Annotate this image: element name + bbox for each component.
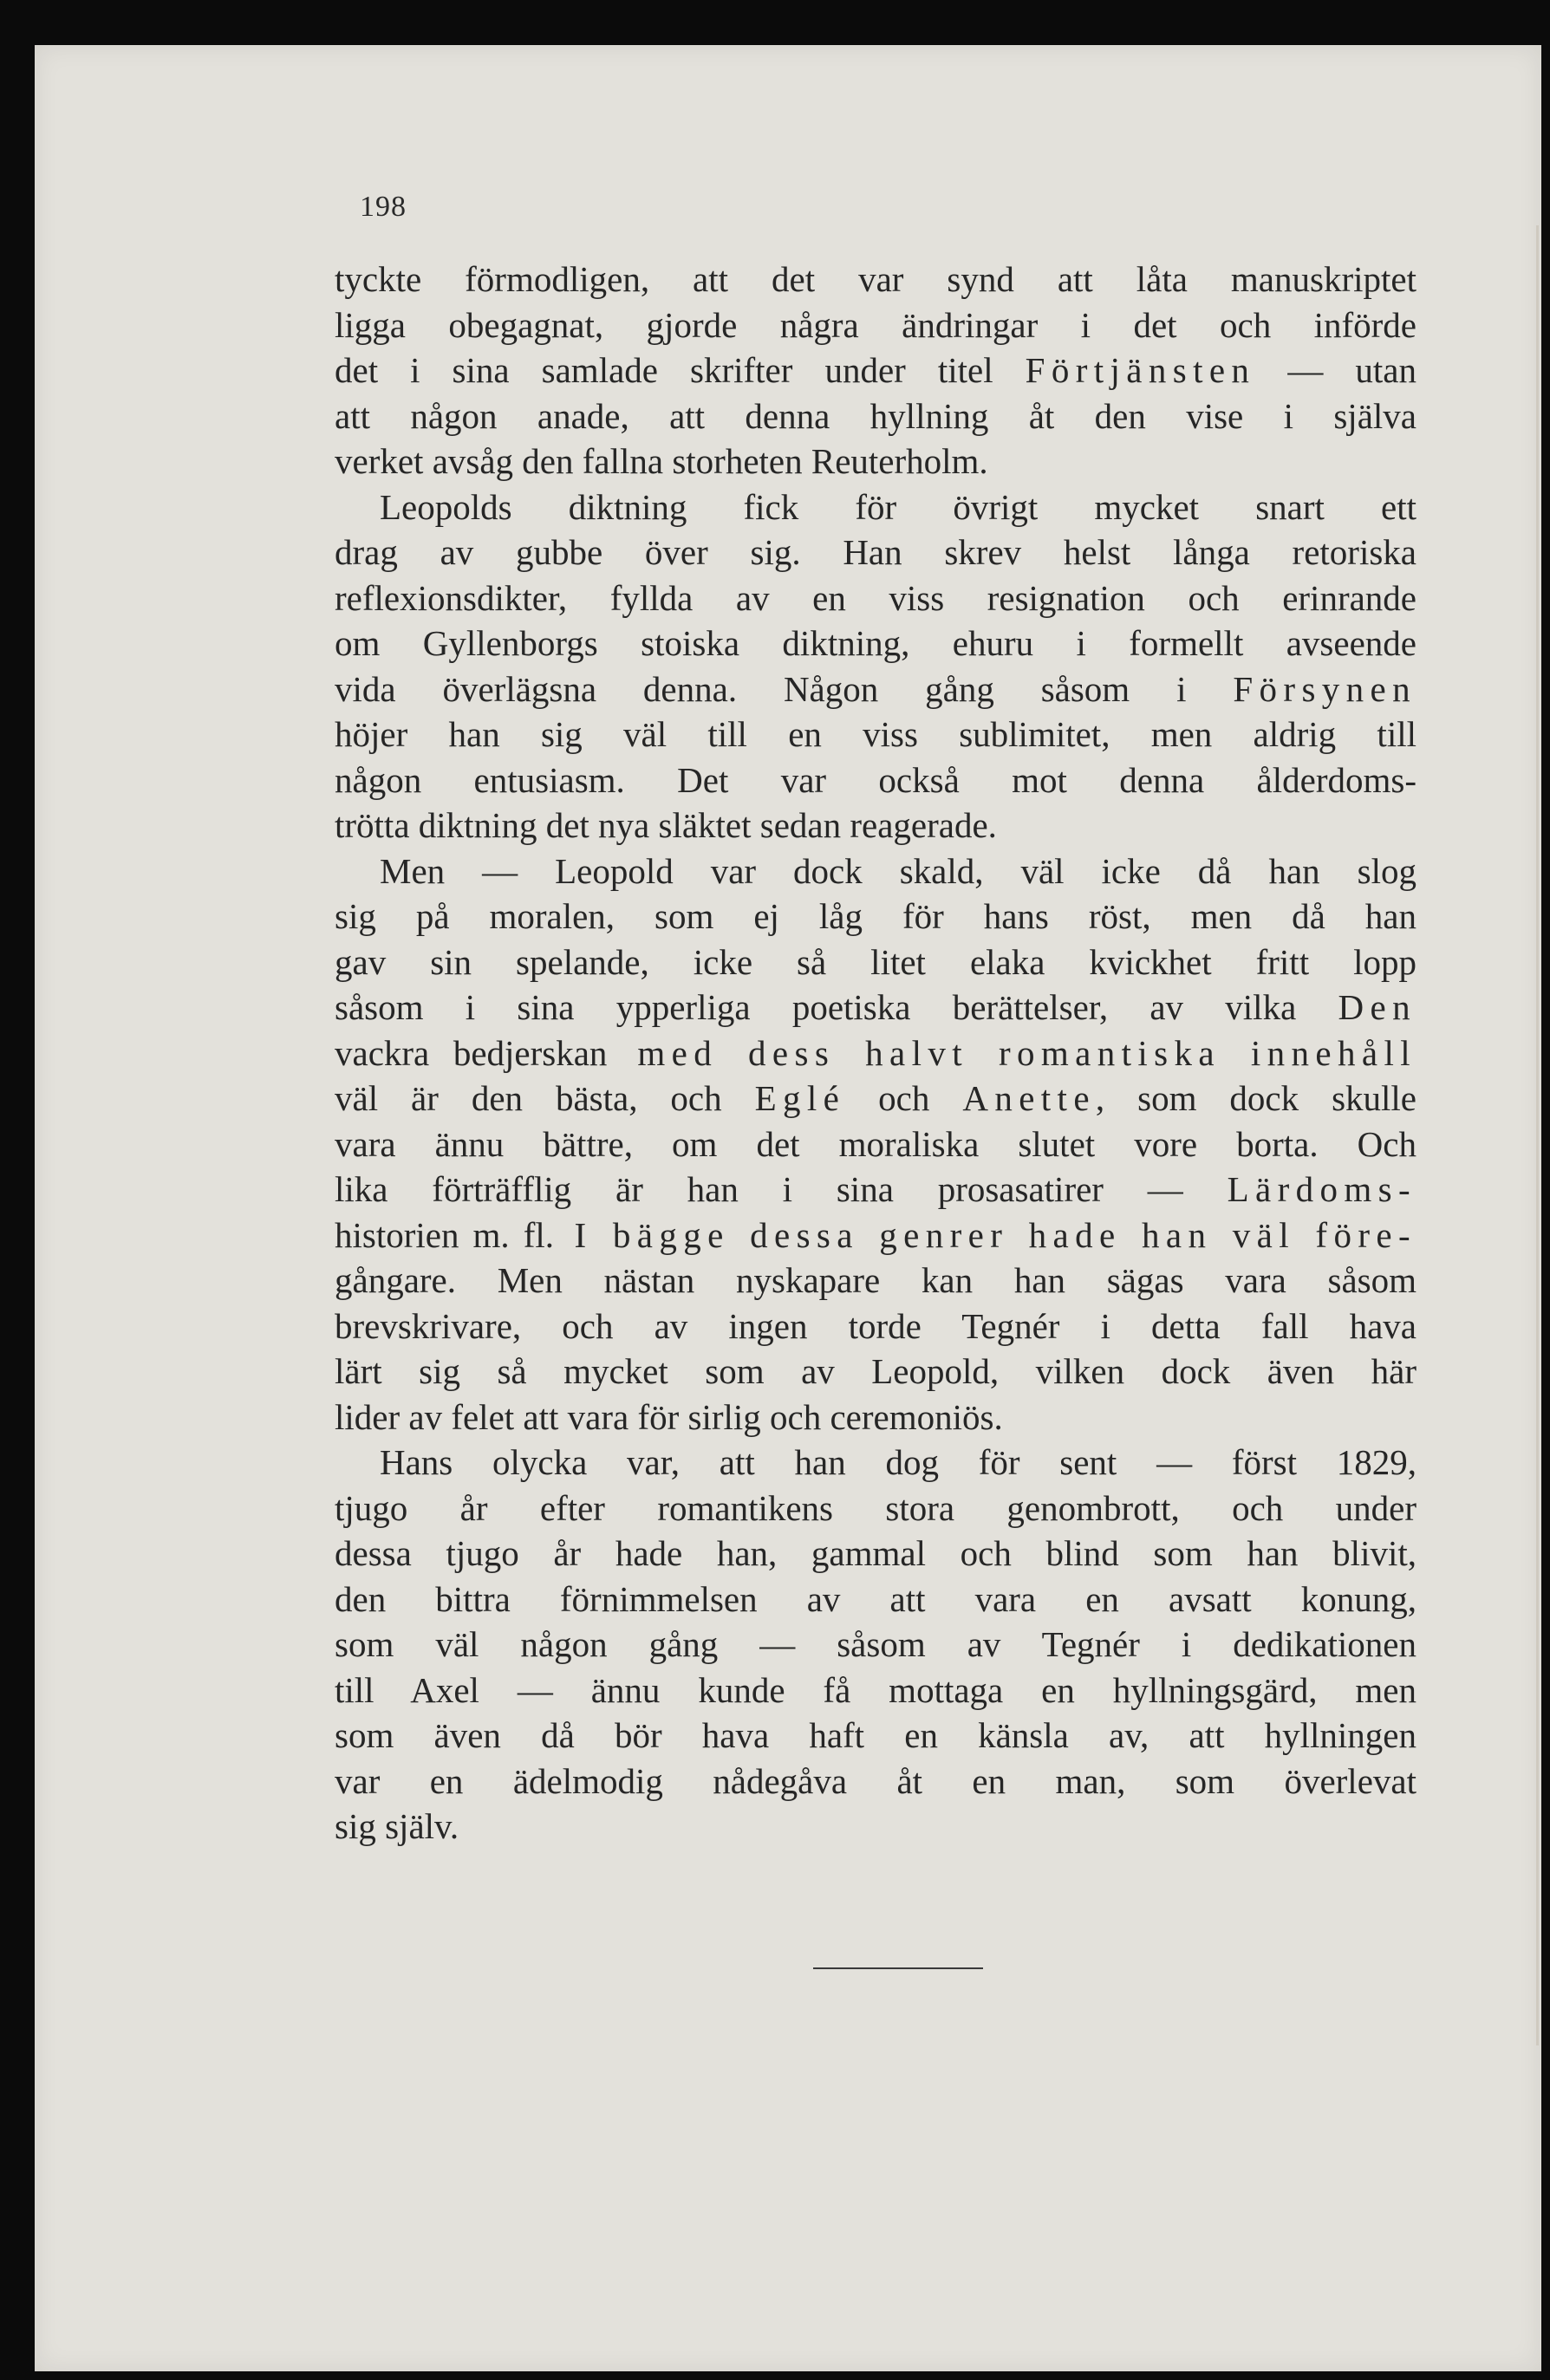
text-line: Hans olycka var, att han dog för sent — först 1829, [380,1442,1416,1482]
text-line: lika förträfflig är han i sina prosasatirer — Lärdoms- [335,1169,1416,1209]
text-line: historien m. fl. I bägge dessa genrer hade han väl före- [335,1214,1416,1255]
page-number: 198 [360,191,407,223]
text-line: verket avsåg den fallna storheten Reuterholm. [335,441,988,481]
text-line: lider av felet att vara för sirlig och ceremoniös. [335,1396,1003,1437]
text-line: Men — Leopold var dock skald, väl icke då han slog [380,850,1416,891]
text-line: reflexionsdikter, fyllda av en viss resignation och erinrande [335,577,1416,618]
page-edge [1536,225,1539,2045]
text-line: trötta diktning det nya släktet sedan reagerade. [335,805,997,845]
text-line: som även då bör hava haft en känsla av, att hyllningen [335,1715,1416,1755]
text-line: sig på moralen, som ej låg för hans röst, men då han [335,896,1416,936]
text-line: att någon anade, att denna hyllning åt den vise i själva [335,395,1416,436]
text-line: dessa tjugo år hade han, gammal och blind som han blivit, [335,1533,1416,1573]
text-line: höjer han sig väl till en viss sublimitet, men aldrig till [335,714,1416,754]
body-text [335,257,1416,1850]
text-line: såsom i sina ypperliga poetiska berättelser, av vilka Den [335,987,1416,1027]
text-line: drag av gubbe över sig. Han skrev helst långa retoriska [335,532,1416,572]
text-line: var en ädelmodig nådegåva åt en man, som överlevat [335,1760,1416,1801]
text-line: Leopolds diktning fick för övrigt mycket snart ett [380,486,1416,527]
text-line: den bittra förnimmelsen av att vara en avsatt konung, [335,1578,1416,1619]
text-line: vackra bedjerskan med dess halvt romantiska innehåll [335,1032,1416,1073]
text-line: vara ännu bättre, om det moraliska slutet vore borta. Och [335,1123,1416,1164]
text-line: som väl någon gång — såsom av Tegnér i dedikationen [335,1624,1416,1664]
text-line: tjugo år efter romantikens stora genombrott, och under [335,1487,1416,1528]
text-line: till Axel — ännu kunde få mottaga en hyllningsgärd, men [335,1669,1416,1710]
text-line: brevskrivare, och av ingen torde Tegnér i detta fall hava [335,1305,1416,1346]
text-line: gav sin spelande, icke så litet elaka kvickhet fritt lopp [335,941,1416,982]
text-line: tyckte förmodligen, att det var synd att låta manuskriptet [335,259,1416,299]
text-line: lärt sig så mycket som av Leopold, vilken dock även här [335,1351,1416,1391]
text-line: någon entusiasm. Det var också mot denna ålderdoms- [335,759,1416,800]
text-line: ligga obegagnat, gjorde några ändringar i det och införde [335,304,1416,345]
book-page [35,45,1541,2371]
end-rule [813,1967,983,1969]
text-line: det i sina samlade skrifter under titel Förtjänsten — utan [335,350,1416,390]
text-line: sig själv. [335,1806,459,1846]
text-line: om Gyllenborgs stoiska diktning, ehuru i formellt avseende [335,623,1416,663]
text-line: vida överlägsna denna. Någon gång såsom i Försynen [335,668,1416,709]
text-line: gångare. Men nästan nyskapare kan han sägas vara såsom [335,1260,1416,1300]
text-line: väl är den bästa, och Eglé och Anette, som dock skulle [335,1078,1417,1118]
